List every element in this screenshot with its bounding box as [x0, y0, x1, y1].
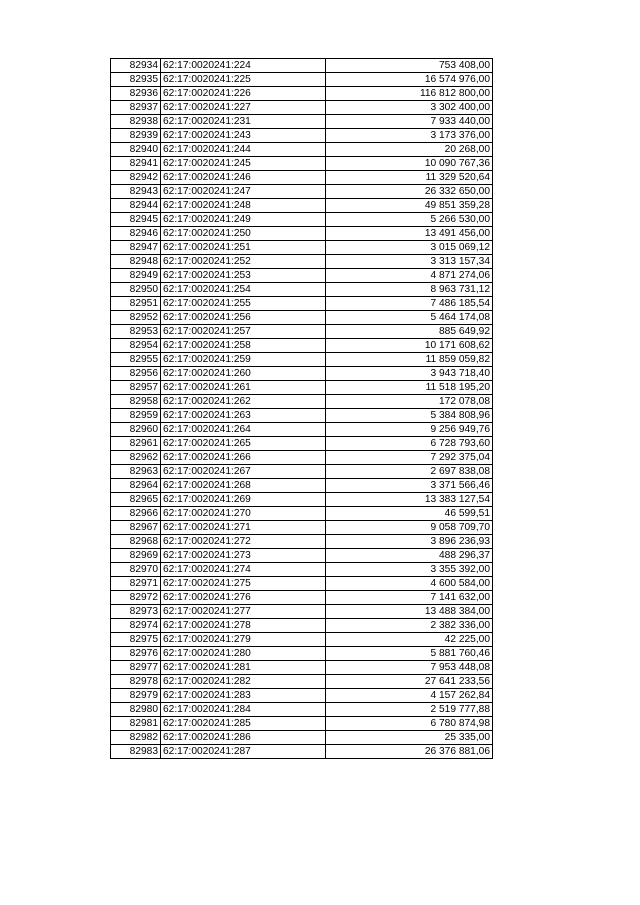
table-row: [111, 185, 493, 199]
cadastral-value-cell: 46 599,51: [326, 507, 493, 521]
table-row: [111, 101, 493, 115]
cadastral-number-cell: 62:17:0020241:254: [161, 283, 326, 297]
table-row: [111, 437, 493, 451]
cadastral-value-cell: 753 408,00: [326, 59, 493, 73]
cadastral-value-cell: 2 697 838,08: [326, 465, 493, 479]
cadastral-value-cell: 7 933 440,00: [326, 115, 493, 129]
table-row: [111, 171, 493, 185]
cadastral-number-cell: 62:17:0020241:244: [161, 143, 326, 157]
table-row: [111, 283, 493, 297]
cadastral-number-cell: 62:17:0020241:282: [161, 675, 326, 689]
table-row: [111, 87, 493, 101]
cadastral-number-cell: 62:17:0020241:277: [161, 605, 326, 619]
table-row: [111, 255, 493, 269]
cadastral-number-cell: 62:17:0020241:243: [161, 129, 326, 143]
cadastral-value-cell: 2 519 777,88: [326, 703, 493, 717]
table-row: [111, 157, 493, 171]
table-row: [111, 521, 493, 535]
row-number-cell: 82945: [111, 213, 161, 227]
table-row: [111, 381, 493, 395]
cadastral-number-cell: 62:17:0020241:267: [161, 465, 326, 479]
row-number-cell: 82943: [111, 185, 161, 199]
row-number-cell: 82967: [111, 521, 161, 535]
cadastral-value-cell: 9 256 949,76: [326, 423, 493, 437]
cadastral-number-cell: 62:17:0020241:252: [161, 255, 326, 269]
cadastral-value-cell: 6 728 793,60: [326, 437, 493, 451]
table-row: [111, 395, 493, 409]
cadastral-number-cell: 62:17:0020241:251: [161, 241, 326, 255]
cadastral-number-cell: 62:17:0020241:265: [161, 437, 326, 451]
row-number-cell: 82935: [111, 73, 161, 87]
row-number-cell: 82979: [111, 689, 161, 703]
cadastral-value-cell: 3 896 236,93: [326, 535, 493, 549]
table-row: [111, 577, 493, 591]
cadastral-value-cell: 3 371 566,46: [326, 479, 493, 493]
cadastral-value-cell: 6 780 874,98: [326, 717, 493, 731]
table-row: [111, 717, 493, 731]
table-row: [111, 227, 493, 241]
table-row: [111, 199, 493, 213]
table-row: [111, 241, 493, 255]
cadastral-number-cell: 62:17:0020241:264: [161, 423, 326, 437]
cadastral-number-cell: 62:17:0020241:272: [161, 535, 326, 549]
cadastral-number-cell: 62:17:0020241:262: [161, 395, 326, 409]
cadastral-value-cell: 16 574 976,00: [326, 73, 493, 87]
cadastral-value-cell: 3 943 718,40: [326, 367, 493, 381]
cadastral-value-cell: 13 383 127,54: [326, 493, 493, 507]
cadastral-value-cell: 10 171 608,62: [326, 339, 493, 353]
cadastral-value-table: [110, 58, 493, 759]
row-number-cell: 82954: [111, 339, 161, 353]
row-number-cell: 82948: [111, 255, 161, 269]
row-number-cell: 82976: [111, 647, 161, 661]
table-row: [111, 143, 493, 157]
table-row: [111, 115, 493, 129]
row-number-cell: 82953: [111, 325, 161, 339]
table-row: [111, 493, 493, 507]
row-number-cell: 82946: [111, 227, 161, 241]
cadastral-value-cell: 4 157 262,84: [326, 689, 493, 703]
cadastral-value-cell: 7 486 185,54: [326, 297, 493, 311]
row-number-cell: 82966: [111, 507, 161, 521]
table-row: [111, 269, 493, 283]
cadastral-number-cell: 62:17:0020241:270: [161, 507, 326, 521]
cadastral-value-cell: 10 090 767,36: [326, 157, 493, 171]
cadastral-number-cell: 62:17:0020241:280: [161, 647, 326, 661]
cadastral-value-cell: 26 376 881,06: [326, 745, 493, 759]
cadastral-value-cell: 49 851 359,28: [326, 199, 493, 213]
row-number-cell: 82968: [111, 535, 161, 549]
row-number-cell: 82971: [111, 577, 161, 591]
cadastral-number-cell: 62:17:0020241:274: [161, 563, 326, 577]
row-number-cell: 82949: [111, 269, 161, 283]
row-number-cell: 82962: [111, 451, 161, 465]
cadastral-number-cell: 62:17:0020241:286: [161, 731, 326, 745]
row-number-cell: 82970: [111, 563, 161, 577]
cadastral-number-cell: 62:17:0020241:227: [161, 101, 326, 115]
cadastral-value-cell: 3 302 400,00: [326, 101, 493, 115]
cadastral-value-cell: 5 266 530,00: [326, 213, 493, 227]
table-row: [111, 619, 493, 633]
row-number-cell: 82983: [111, 745, 161, 759]
cadastral-value-cell: 3 015 069,12: [326, 241, 493, 255]
row-number-cell: 82938: [111, 115, 161, 129]
table-row: [111, 633, 493, 647]
cadastral-value-cell: 8 963 731,12: [326, 283, 493, 297]
cadastral-number-cell: 62:17:0020241:281: [161, 661, 326, 675]
table-row: [111, 563, 493, 577]
cadastral-number-cell: 62:17:0020241:245: [161, 157, 326, 171]
cadastral-number-cell: 62:17:0020241:250: [161, 227, 326, 241]
row-number-cell: 82944: [111, 199, 161, 213]
table-body: [111, 59, 493, 759]
cadastral-value-cell: 11 859 059,82: [326, 353, 493, 367]
table-row: [111, 675, 493, 689]
cadastral-number-cell: 62:17:0020241:263: [161, 409, 326, 423]
table-row: [111, 339, 493, 353]
cadastral-number-cell: 62:17:0020241:258: [161, 339, 326, 353]
table-row: [111, 451, 493, 465]
cadastral-number-cell: 62:17:0020241:248: [161, 199, 326, 213]
cadastral-value-cell: 4 871 274,06: [326, 269, 493, 283]
cadastral-value-cell: 7 953 448,08: [326, 661, 493, 675]
cadastral-number-cell: 62:17:0020241:269: [161, 493, 326, 507]
table-row: [111, 535, 493, 549]
cadastral-number-cell: 62:17:0020241:231: [161, 115, 326, 129]
table-row: [111, 591, 493, 605]
cadastral-number-cell: 62:17:0020241:246: [161, 171, 326, 185]
cadastral-value-cell: 7 141 632,00: [326, 591, 493, 605]
cadastral-number-cell: 62:17:0020241:273: [161, 549, 326, 563]
row-number-cell: 82974: [111, 619, 161, 633]
row-number-cell: 82942: [111, 171, 161, 185]
table-row: [111, 367, 493, 381]
cadastral-value-cell: 11 518 195,20: [326, 381, 493, 395]
row-number-cell: 82937: [111, 101, 161, 115]
table-row: [111, 297, 493, 311]
cadastral-value-cell: 5 464 174,08: [326, 311, 493, 325]
cadastral-value-cell: 3 313 157,34: [326, 255, 493, 269]
cadastral-value-cell: 5 384 808,96: [326, 409, 493, 423]
table-row: [111, 325, 493, 339]
cadastral-number-cell: 62:17:0020241:255: [161, 297, 326, 311]
row-number-cell: 82940: [111, 143, 161, 157]
cadastral-value-cell: 116 812 800,00: [326, 87, 493, 101]
table-row: [111, 689, 493, 703]
table-row: [111, 661, 493, 675]
cadastral-number-cell: 62:17:0020241:287: [161, 745, 326, 759]
cadastral-value-cell: 20 268,00: [326, 143, 493, 157]
cadastral-number-cell: 62:17:0020241:279: [161, 633, 326, 647]
table-row: [111, 647, 493, 661]
row-number-cell: 82951: [111, 297, 161, 311]
cadastral-value-cell: 42 225,00: [326, 633, 493, 647]
row-number-cell: 82964: [111, 479, 161, 493]
cadastral-value-cell: 3 173 376,00: [326, 129, 493, 143]
cadastral-number-cell: 62:17:0020241:256: [161, 311, 326, 325]
cadastral-number-cell: 62:17:0020241:283: [161, 689, 326, 703]
cadastral-value-cell: 4 600 584,00: [326, 577, 493, 591]
row-number-cell: 82956: [111, 367, 161, 381]
row-number-cell: 82975: [111, 633, 161, 647]
cadastral-value-cell: 26 332 650,00: [326, 185, 493, 199]
cadastral-number-cell: 62:17:0020241:247: [161, 185, 326, 199]
cadastral-value-cell: 3 355 392,00: [326, 563, 493, 577]
row-number-cell: 82939: [111, 129, 161, 143]
cadastral-value-cell: 11 329 520,64: [326, 171, 493, 185]
cadastral-number-cell: 62:17:0020241:253: [161, 269, 326, 283]
cadastral-number-cell: 62:17:0020241:224: [161, 59, 326, 73]
row-number-cell: 82952: [111, 311, 161, 325]
table-row: [111, 507, 493, 521]
cadastral-value-cell: 25 335,00: [326, 731, 493, 745]
table-row: [111, 129, 493, 143]
table-row: [111, 731, 493, 745]
table-row: [111, 213, 493, 227]
cadastral-number-cell: 62:17:0020241:278: [161, 619, 326, 633]
row-number-cell: 82958: [111, 395, 161, 409]
row-number-cell: 82947: [111, 241, 161, 255]
cadastral-number-cell: 62:17:0020241:271: [161, 521, 326, 535]
row-number-cell: 82936: [111, 87, 161, 101]
cadastral-number-cell: 62:17:0020241:261: [161, 381, 326, 395]
cadastral-number-cell: 62:17:0020241:276: [161, 591, 326, 605]
cadastral-number-cell: 62:17:0020241:266: [161, 451, 326, 465]
cadastral-number-cell: 62:17:0020241:249: [161, 213, 326, 227]
table-row: [111, 353, 493, 367]
table-row: [111, 745, 493, 759]
row-number-cell: 82955: [111, 353, 161, 367]
table-row: [111, 409, 493, 423]
table-row: [111, 549, 493, 563]
table-row: [111, 703, 493, 717]
cadastral-value-cell: 9 058 709,70: [326, 521, 493, 535]
cadastral-number-cell: 62:17:0020241:225: [161, 73, 326, 87]
row-number-cell: 82972: [111, 591, 161, 605]
row-number-cell: 82957: [111, 381, 161, 395]
cadastral-number-cell: 62:17:0020241:285: [161, 717, 326, 731]
row-number-cell: 82969: [111, 549, 161, 563]
row-number-cell: 82934: [111, 59, 161, 73]
row-number-cell: 82981: [111, 717, 161, 731]
cadastral-number-cell: 62:17:0020241:284: [161, 703, 326, 717]
row-number-cell: 82961: [111, 437, 161, 451]
cadastral-number-cell: 62:17:0020241:259: [161, 353, 326, 367]
row-number-cell: 82941: [111, 157, 161, 171]
row-number-cell: 82963: [111, 465, 161, 479]
cadastral-value-cell: 172 078,08: [326, 395, 493, 409]
cadastral-value-cell: 27 641 233,56: [326, 675, 493, 689]
cadastral-value-cell: 5 881 760,46: [326, 647, 493, 661]
row-number-cell: 82950: [111, 283, 161, 297]
row-number-cell: 82982: [111, 731, 161, 745]
row-number-cell: 82978: [111, 675, 161, 689]
cadastral-value-cell: 7 292 375,04: [326, 451, 493, 465]
cadastral-value-cell: 13 488 384,00: [326, 605, 493, 619]
cadastral-number-cell: 62:17:0020241:275: [161, 577, 326, 591]
cadastral-value-cell: 488 296,37: [326, 549, 493, 563]
table-row: [111, 59, 493, 73]
table-row: [111, 479, 493, 493]
table-row: [111, 311, 493, 325]
row-number-cell: 82960: [111, 423, 161, 437]
row-number-cell: 82959: [111, 409, 161, 423]
table-row: [111, 465, 493, 479]
row-number-cell: 82980: [111, 703, 161, 717]
cadastral-number-cell: 62:17:0020241:268: [161, 479, 326, 493]
cadastral-number-cell: 62:17:0020241:226: [161, 87, 326, 101]
cadastral-number-cell: 62:17:0020241:257: [161, 325, 326, 339]
table-row: [111, 423, 493, 437]
table-row: [111, 73, 493, 87]
cadastral-number-cell: 62:17:0020241:260: [161, 367, 326, 381]
cadastral-value-cell: 2 382 336,00: [326, 619, 493, 633]
row-number-cell: 82977: [111, 661, 161, 675]
row-number-cell: 82965: [111, 493, 161, 507]
table-row: [111, 605, 493, 619]
row-number-cell: 82973: [111, 605, 161, 619]
cadastral-value-cell: 13 491 456,00: [326, 227, 493, 241]
cadastral-value-cell: 885 649,92: [326, 325, 493, 339]
